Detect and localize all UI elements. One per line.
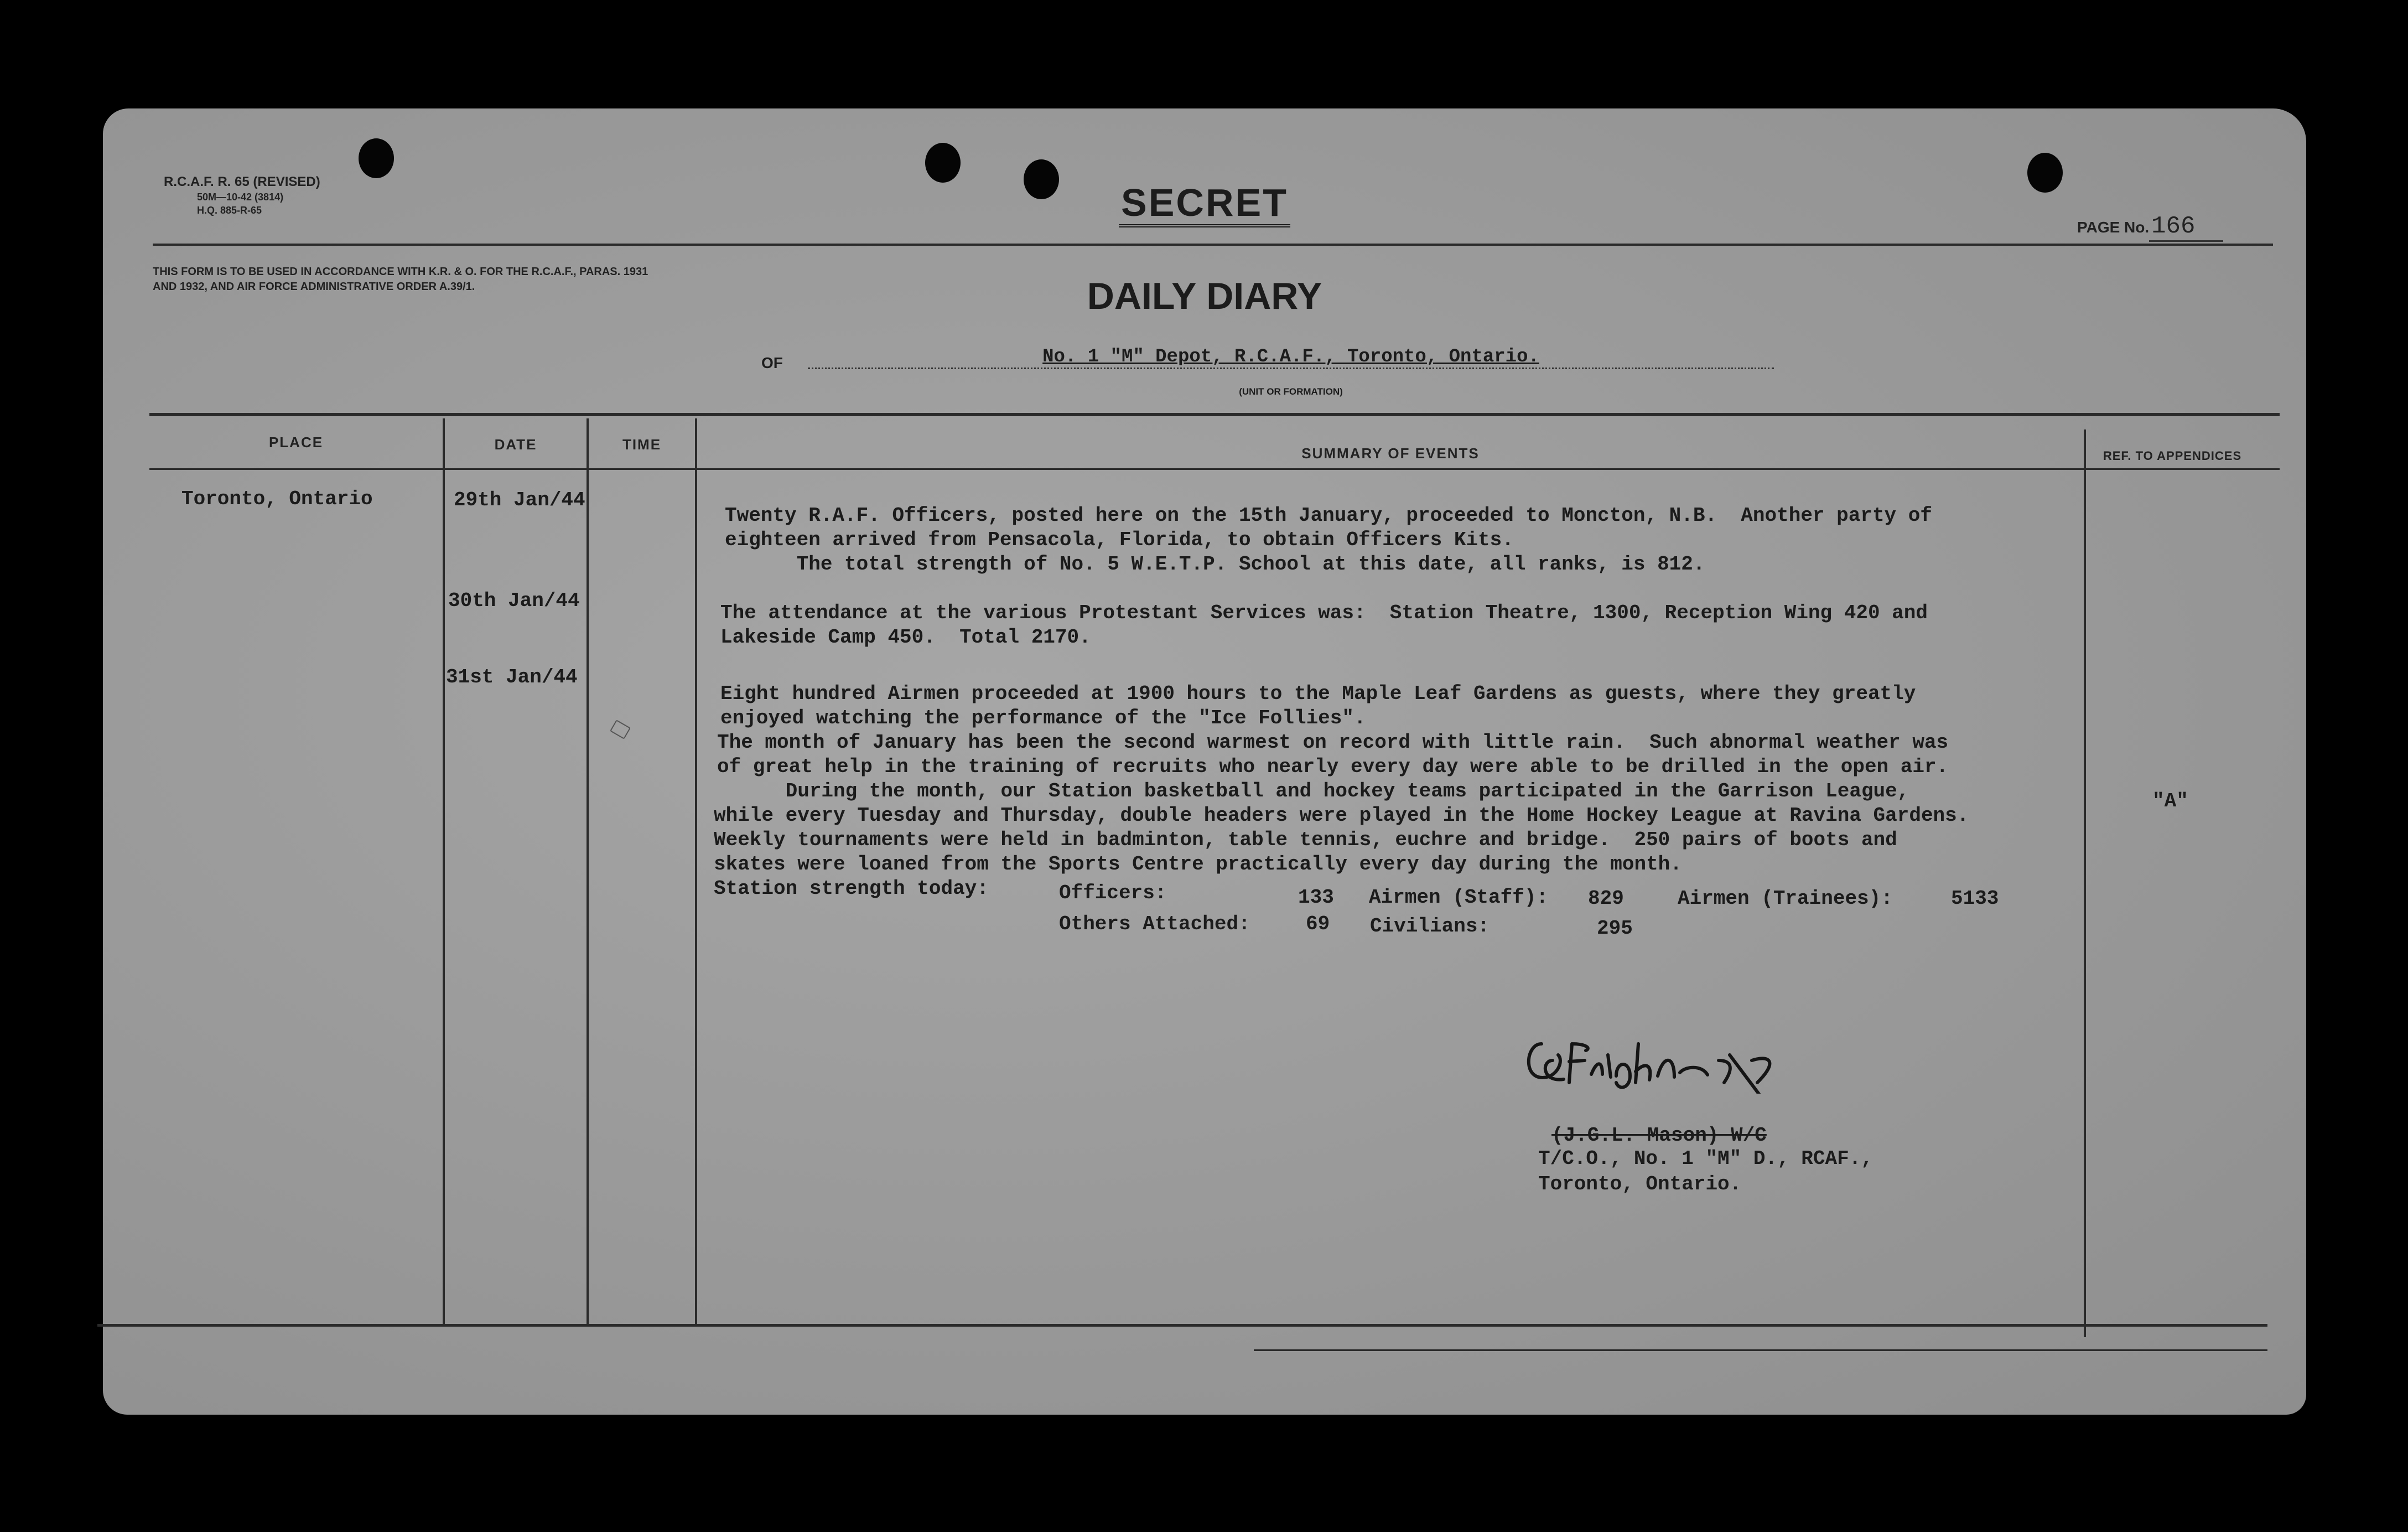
- struck-name: (J.G.L. Mason) W/C: [1551, 1124, 1767, 1147]
- summary-line: The attendance at the various Protestant Services was: Station Theatre, 1300, Reception Wing 420 and: [720, 602, 1928, 624]
- date-cell: 30th Jan/44: [448, 589, 580, 612]
- airmen-staff-label: Airmen (Staff):: [1369, 886, 1549, 909]
- summary-line: During the month, our Station basketball and hockey teams participated in the Garrison League,: [714, 780, 1909, 803]
- classification-stamp: [103, 180, 2306, 225]
- hq-code: H.Q. 885-R-65: [197, 205, 262, 216]
- civilians-count: 295: [1597, 917, 1633, 940]
- unit-field: [761, 346, 1774, 397]
- column-header-summary: SUMMARY OF EVENTS: [1301, 445, 1480, 462]
- table-bottom-rule-2: [1254, 1349, 2267, 1351]
- unit-name: No. 1 "M" Depot, R.C.A.F., Toronto, Ontario.: [808, 346, 1774, 369]
- diary-sheet: [103, 108, 2306, 1415]
- summary-line: Weekly tournaments were held in badminton, table tennis, euchre and bridge. 250 pairs of boots and: [714, 829, 1897, 851]
- page-number: 166: [2149, 213, 2223, 242]
- column-header-time: TIME: [622, 436, 662, 453]
- handwritten-signature: [1519, 1022, 1907, 1094]
- signature-title: T/C.O., No. 1 "M" D., RCAF.,: [1538, 1147, 1873, 1170]
- summary-line: skates were loaned from the Sports Centre practically every day during the month.: [714, 853, 1682, 876]
- table-top-rule: [149, 413, 2280, 416]
- column-divider-place: [443, 418, 445, 1324]
- classification-text: SECRET: [1119, 181, 1290, 227]
- column-header-date: DATE: [494, 436, 537, 453]
- officers-label: Officers:: [1059, 882, 1167, 904]
- of-label: OF: [761, 354, 783, 371]
- airmen-trainees-label: Airmen (Trainees):: [1678, 887, 1893, 910]
- header-rule: [153, 244, 2273, 246]
- punch-hole: [359, 138, 394, 178]
- strength-label: Station strength today:: [714, 877, 989, 900]
- date-cell: 31st Jan/44: [446, 666, 578, 689]
- table-bottom-rule: [97, 1324, 2267, 1327]
- page-number-field: [2077, 213, 2223, 242]
- column-divider-date: [587, 418, 589, 1324]
- table-header-rule: [149, 468, 2280, 470]
- summary-line: eighteen arrived from Pensacola, Florida, to obtain Officers Kits.: [725, 529, 1514, 551]
- print-code: 50M—10-42 (3814): [197, 192, 284, 203]
- place-cell: Toronto, Ontario: [181, 488, 373, 510]
- summary-line: while every Tuesday and Thursday, double headers were played in the Home Hockey League at Ravina Gardens.: [714, 804, 1969, 827]
- civilians-label: Civilians:: [1370, 915, 1490, 938]
- officers-count: 133: [1298, 886, 1334, 909]
- summary-line: of great help in the training of recruits who nearly every day were able to be drilled in the open air.: [717, 755, 1949, 778]
- page-title: DAILY DIARY: [1087, 275, 1322, 317]
- summary-line: Eight hundred Airmen proceeded at 1900 hours to the Maple Leaf Gardens as guests, where they greatly: [720, 682, 1916, 705]
- form-number: R.C.A.F. R. 65 (REVISED): [164, 174, 320, 189]
- date-cell: 29th Jan/44: [454, 489, 585, 511]
- page-label: PAGE No.: [2077, 219, 2150, 236]
- airmen-trainees-count: 5133: [1951, 887, 1999, 910]
- summary-line: enjoyed watching the performance of the "Ice Follies".: [720, 707, 1366, 729]
- summary-line: Lakeside Camp 450. Total 2170.: [720, 626, 1091, 649]
- summary-line: Twenty R.A.F. Officers, posted here on the 15th January, proceeded to Moncton, N.B. Another party of: [725, 504, 1932, 527]
- ink-mark: [610, 720, 631, 739]
- column-divider-time: [695, 418, 697, 1324]
- unit-caption: (UNIT OR FORMATION): [1239, 386, 1343, 397]
- others-count: 69: [1306, 913, 1330, 935]
- column-divider-summary: [2084, 429, 2086, 1337]
- airmen-staff-count: 829: [1588, 887, 1624, 910]
- signature-location: Toronto, Ontario.: [1538, 1173, 1742, 1195]
- appendix-ref: "A": [2152, 790, 2188, 812]
- form-instructions: THIS FORM IS TO BE USED IN ACCORDANCE WITH K.R. & O. FOR THE R.C.A.F., PARAS. 1931 AND 1932, AND AIR FORCE ADMINISTRATIVE ORDER A.39/1.: [153, 266, 648, 293]
- summary-line: The total strength of No. 5 W.E.T.P. School at this date, all ranks, is 812.: [725, 553, 1705, 576]
- punch-hole: [925, 143, 961, 183]
- column-header-place: PLACE: [268, 434, 324, 451]
- column-header-appendices: REF. TO APPENDICES: [2103, 449, 2242, 463]
- summary-line: The month of January has been the second warmest on record with little rain. Such abnormal weather was: [717, 731, 1949, 754]
- others-label: Others Attached:: [1059, 913, 1250, 935]
